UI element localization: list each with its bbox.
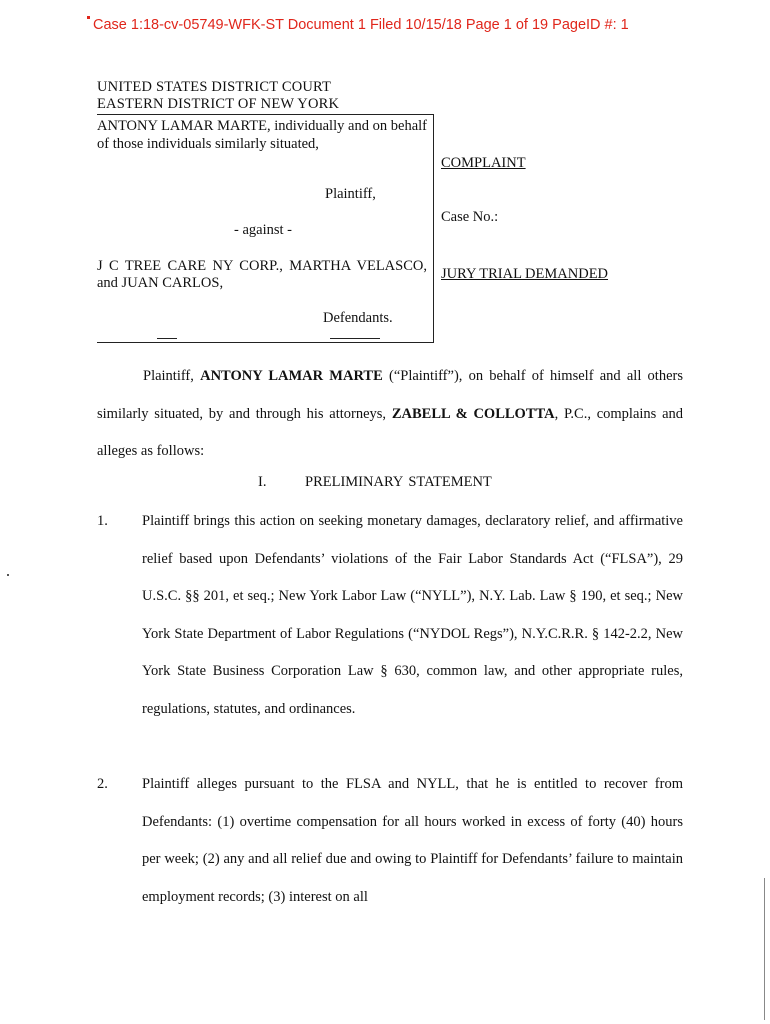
intro-text: , P.C., complains and alleges as follows: [97, 405, 684, 459]
scan-edge-mark [764, 878, 765, 1020]
caption-plaintiff [97, 118, 427, 153]
court-line-1: UNITED STATES DISTRICT COURT [97, 79, 332, 95]
defendants-party: J C TREE CARE NY CORP., MARTHA VELASCO, and JUAN CARLOS, [97, 258, 427, 291]
court-name [97, 79, 339, 113]
jury-demand: JURY TRIAL DEMANDED [441, 266, 609, 282]
document-type: COMPLAINT [441, 155, 526, 171]
plaintiff-role: Plaintiff, [325, 186, 376, 202]
caption-divider [433, 114, 434, 343]
stamp-mark [87, 16, 90, 19]
caption-bottom-mark [330, 338, 380, 339]
plaintiff-party: ANTONY LAMAR MARTE, individually and on behalf of those individuals similarly situated, [97, 118, 427, 152]
numbered-paragraph [97, 766, 683, 916]
caption-bottom-mark [157, 338, 177, 339]
paragraph-text: Plaintiff alleges pursuant to the FLSA and NYLL, that he is entitled to recover from Defendants: (1) overtime compensation for all hours worked in excess of forty (40) hours per week; (2) any and all relief due and owing to Plaintiff for Defendants’ failure to maintain employment records; (3) interest on all [142, 776, 683, 905]
court-line-2: EASTERN DISTRICT OF NEW YORK [97, 96, 340, 112]
paragraph-text: Plaintiff brings this action on seeking monetary damages, declaratory relief, and affirmative relief based upon Defendants’ violations of the Fair Labor Standards Act (“FLSA”), 29 U.S.C. §§ 201, et seq.; New York Labor Law (“NYLL”), N.Y. Lab. Law § 190, et seq.; New York State Department of Labor Regulations (“NYDOL Regs”), N.Y.C.R.R. § 142-2.2, New York State Business Corporation Law § 630, common law, and other appropriate rules, regulations, statutes, and ordinances. [142, 513, 683, 717]
scan-artifact [7, 574, 9, 576]
defendants-role: Defendants. [323, 310, 393, 326]
law-firm-name: ZABELL & COLLOTTA [391, 405, 555, 422]
plaintiff-name: ANTONY LAMAR MARTE [200, 368, 383, 384]
section-title: PRELIMINARY STATEMENT [305, 474, 492, 490]
caption-bottom-rule [97, 342, 434, 343]
paragraph-number: 1. [97, 513, 108, 529]
caption-top-rule [97, 114, 433, 115]
filing-stamp: Case 1:18-cv-05749-WFK-ST Document 1 Filed 10/15/18 Page 1 of 19 PageID #: 1 [93, 17, 629, 33]
numbered-paragraph [97, 503, 683, 728]
section-number: I. [258, 474, 267, 490]
intro-paragraph [97, 358, 683, 471]
case-number-label: Case No.: [441, 209, 499, 225]
paragraph-number: 2. [97, 776, 108, 792]
intro-text: Plaintiff, [143, 368, 201, 384]
versus-label: - against - [234, 222, 292, 238]
intro-text: (“Plaintiff”), on behalf of himself and all others similarly situated, by and through his attorneys, [97, 368, 683, 422]
section-heading [258, 474, 492, 491]
